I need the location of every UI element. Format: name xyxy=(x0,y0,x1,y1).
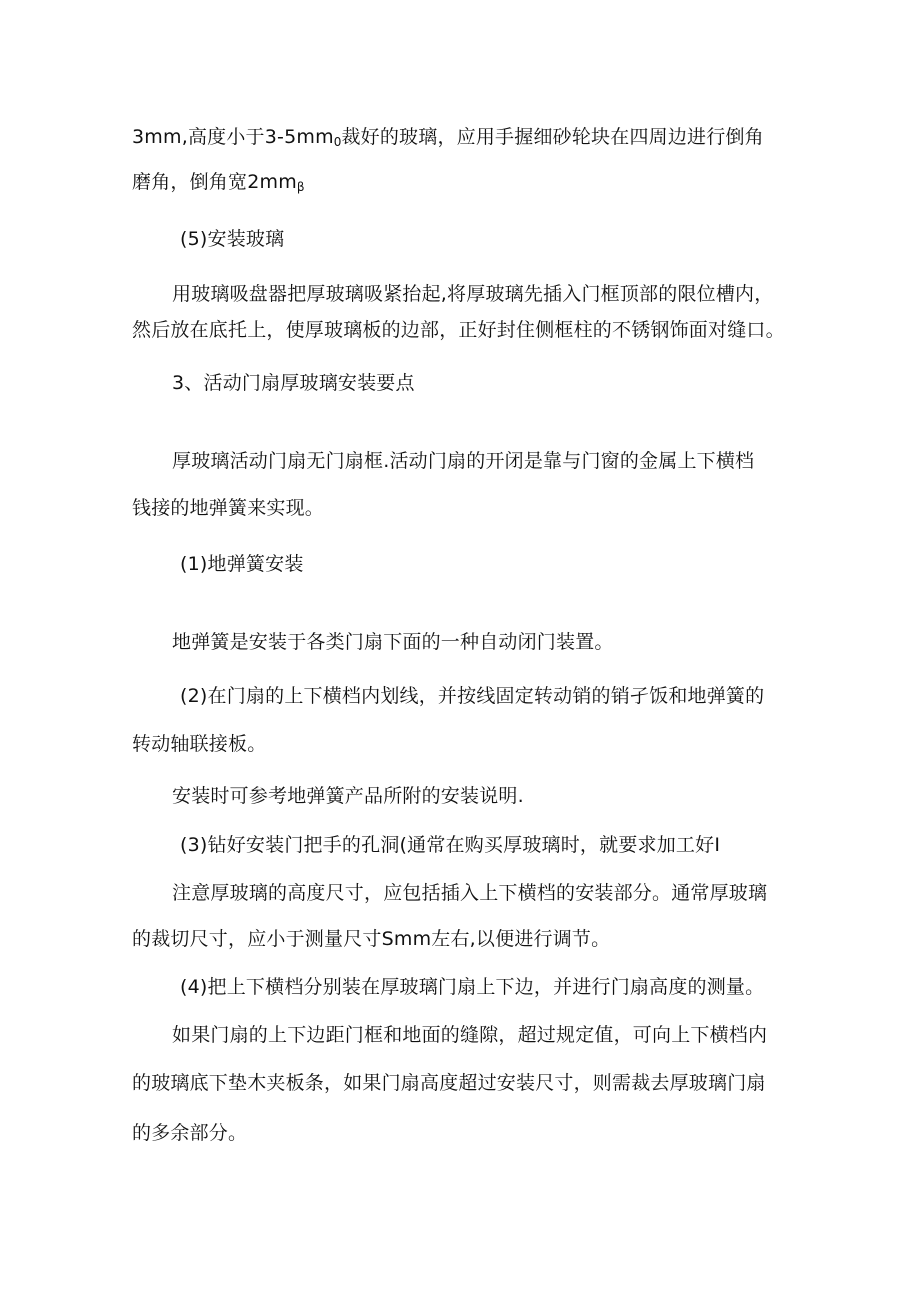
paragraph-line: 的玻璃底下垫木夹板条，如果门扇高度超过安装尺寸，则需裁去厚玻璃门扇 xyxy=(132,1072,766,1094)
paragraph-line: (2)在门扇的上下横档内划线，并按线固定转动销的销孑饭和地弹簧的 xyxy=(180,685,765,707)
paragraph-line: (4)把上下横档分别装在厚玻璃门扇上下边，并进行门扇高度的测量。 xyxy=(180,976,765,998)
subscript-text: 0 xyxy=(333,135,342,149)
subscript-text: β xyxy=(296,180,305,194)
paragraph-line: 厚玻璃活动门扇无门扇框.活动门扇的开闭是靠与门窗的金属上下横档 xyxy=(172,450,755,472)
paragraph-line: 的多余部分。 xyxy=(132,1122,248,1144)
paragraph-line: 钱接的地弹簧来实现。 xyxy=(132,497,325,519)
paragraph-line: (3)钻好安装门把手的孔洞(通常在购买厚玻璃时，就要求加工好I xyxy=(180,834,721,856)
paragraph-line: 注意厚玻璃的高度尺寸，应包括插入上下横档的安装部分。通常厚玻璃 xyxy=(172,882,768,904)
paragraph-line: 转动轴联接板。 xyxy=(132,733,267,755)
paragraph-line: 地弹簧是安装于各类门扇下面的一种自动闭门装置。 xyxy=(172,631,614,653)
paragraph-line xyxy=(132,170,305,199)
subheading-floor-spring: (1)地弹簧安装 xyxy=(180,553,304,575)
text-run: 3mm,高度小于3-5mm xyxy=(132,126,334,148)
paragraph-line xyxy=(132,125,764,154)
paragraph-line: 的裁切尺寸，应小于测量尺寸Smm左右,以便进行调节。 xyxy=(132,928,611,950)
text-run: 磨角，倒角宽2mm xyxy=(132,171,297,193)
paragraph-line: 用玻璃吸盘器把厚玻璃吸紧抬起,将厚玻璃先插入门框顶部的限位槽内， xyxy=(172,283,774,305)
paragraph-line: 如果门扇的上下边距门框和地面的缝隙，超过规定值，可向上下横档内 xyxy=(172,1024,768,1046)
paragraph-line: 然后放在底托上，使厚玻璃板的边部，正好封住侧框柱的不锈钢饰面对缝口。 xyxy=(132,319,785,341)
section-heading: 3、活动门扇厚玻璃安装要点 xyxy=(172,372,415,394)
subheading-install-glass: (5)安装玻璃 xyxy=(180,228,285,250)
paragraph-line: 安装时可参考地弹簧产品所附的安装说明. xyxy=(172,785,524,807)
text-run: 裁好的玻璃，应用手握细砂轮块在四周边进行倒角 xyxy=(341,126,764,148)
